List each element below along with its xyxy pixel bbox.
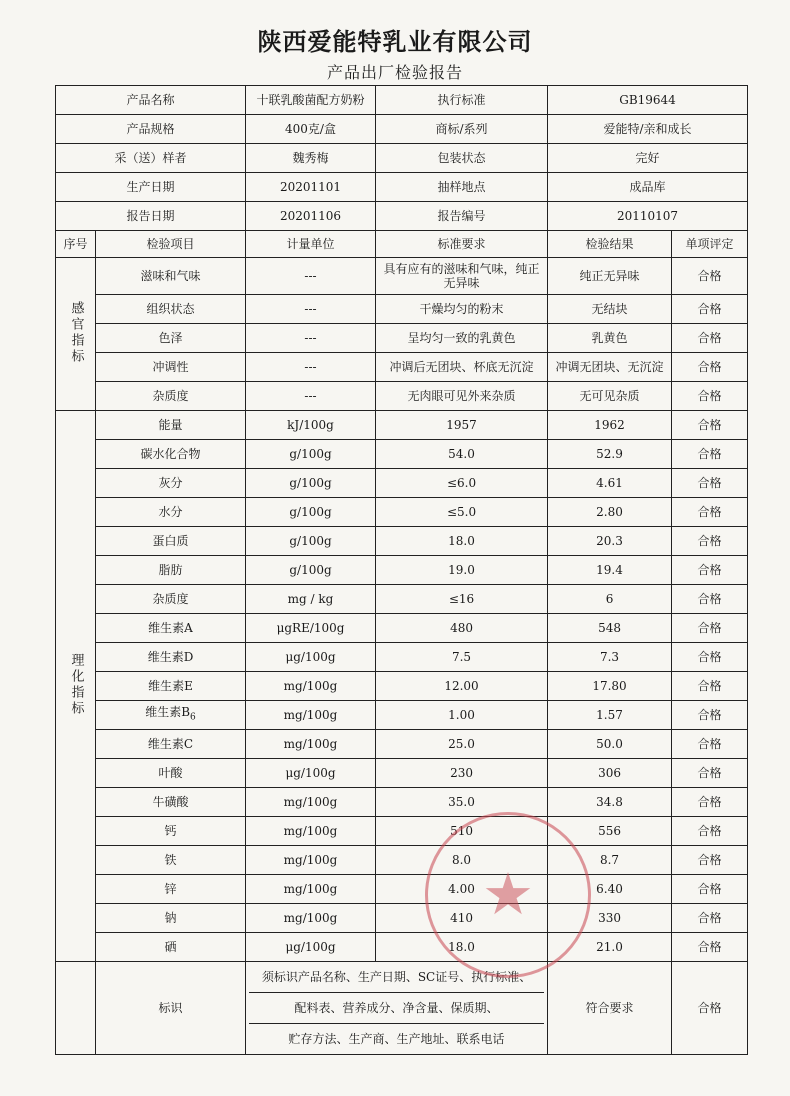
test-item: [96, 730, 246, 759]
test-item: 杂质度: [96, 382, 246, 411]
marking-seq-blank: [56, 962, 96, 1055]
unit: mg/100g: [246, 904, 376, 933]
result: 8.7: [548, 846, 672, 875]
header-value: 20110107: [548, 202, 748, 231]
physchem-group: [56, 411, 96, 962]
requirement: 12.00: [376, 672, 548, 701]
header-label: 产品名称: [56, 86, 246, 115]
sensory-group: [56, 258, 96, 411]
physchem-row: [56, 527, 748, 556]
verdict: 合格: [672, 730, 748, 759]
unit: kJ/100g: [246, 411, 376, 440]
result: 548: [548, 614, 672, 643]
physchem-row: [56, 440, 748, 469]
sensory-row: [56, 353, 748, 382]
test-item-label: 铁: [164, 853, 177, 867]
sensory-row: [56, 258, 748, 295]
result: 17.80: [548, 672, 672, 701]
test-item: [96, 440, 246, 469]
unit: ---: [246, 324, 376, 353]
physchem-row: [56, 817, 748, 846]
physchem-row: [56, 585, 748, 614]
test-item: 标识: [96, 962, 246, 1055]
verdict: 合格: [672, 556, 748, 585]
result: 330: [548, 904, 672, 933]
verdict: 合格: [672, 440, 748, 469]
unit: g/100g: [246, 527, 376, 556]
sensory-row: [56, 295, 748, 324]
header-row: [56, 144, 748, 173]
physchem-row: [56, 730, 748, 759]
unit: mg/100g: [246, 817, 376, 846]
verdict: 合格: [672, 324, 748, 353]
result: 无结块: [548, 295, 672, 324]
result: 4.61: [548, 469, 672, 498]
physchem-group-label: 理化指标: [68, 652, 84, 717]
result: 乳黄色: [548, 324, 672, 353]
header-label: 商标/系列: [376, 115, 548, 144]
result: 1.57: [548, 701, 672, 730]
test-item-label: 叶酸: [158, 766, 183, 780]
test-item: [96, 875, 246, 904]
requirement: 8.0: [376, 846, 548, 875]
verdict: 合格: [672, 759, 748, 788]
verdict: 合格: [672, 904, 748, 933]
test-item-label: 维生素D: [147, 650, 194, 664]
requirement: 18.0: [376, 933, 548, 962]
report-subtitle: 产品出厂检验报告: [326, 63, 463, 82]
result: 符合要求: [548, 962, 672, 1055]
unit: mg/100g: [246, 875, 376, 904]
unit: μg/100g: [246, 643, 376, 672]
requirement: 7.5: [376, 643, 548, 672]
physchem-row: [56, 701, 748, 730]
test-item-label: 灰分: [158, 476, 183, 490]
header-row: [56, 86, 748, 115]
verdict: 合格: [672, 295, 748, 324]
header-value: 魏秀梅: [246, 144, 376, 173]
test-item: 滋味和气味: [96, 258, 246, 295]
test-item-label: 碳水化合物: [140, 447, 201, 461]
header-label: 包装状态: [376, 144, 548, 173]
header-value: 完好: [548, 144, 748, 173]
requirement: ≤6.0: [376, 469, 548, 498]
requirement: 1957: [376, 411, 548, 440]
requirement: ≤16: [376, 585, 548, 614]
header-label: 生产日期: [56, 173, 246, 202]
marking-requirement: [246, 962, 548, 1055]
header-value: 400克/盒: [246, 115, 376, 144]
physchem-row: [56, 498, 748, 527]
result: 34.8: [548, 788, 672, 817]
test-item: [96, 527, 246, 556]
test-item: 色泽: [96, 324, 246, 353]
physchem-row: [56, 904, 748, 933]
sensory-row: [56, 324, 748, 353]
test-item: [96, 643, 246, 672]
test-item: 冲调性: [96, 353, 246, 382]
physchem-row: [56, 788, 748, 817]
result: 1962: [548, 411, 672, 440]
verdict: 合格: [672, 469, 748, 498]
column-header-requirement: 标准要求: [376, 231, 548, 258]
column-header-item: 检验项目: [96, 231, 246, 258]
physchem-row: [56, 759, 748, 788]
physchem-row: [56, 469, 748, 498]
verdict: 合格: [672, 411, 748, 440]
marking-requirement-line: 贮存方法、生产商、生产地址、联系电话: [288, 1032, 505, 1046]
unit: mg/100g: [246, 701, 376, 730]
header-label: 采（送）样者: [56, 144, 246, 173]
test-item: [96, 788, 246, 817]
header-label: 产品规格: [56, 115, 246, 144]
test-item: [96, 585, 246, 614]
result: 50.0: [548, 730, 672, 759]
test-item: [96, 933, 246, 962]
result: 20.3: [548, 527, 672, 556]
verdict: 合格: [672, 701, 748, 730]
test-item-label: 维生素C: [147, 737, 194, 751]
verdict: 合格: [672, 962, 748, 1055]
test-item: [96, 672, 246, 701]
test-item: [96, 411, 246, 440]
result: 冲调无团块、无沉淀: [548, 353, 672, 382]
column-header-verdict: 单项评定: [672, 231, 748, 258]
test-item-label: 牛磺酸: [152, 795, 189, 809]
test-item-label: 杂质度: [152, 592, 189, 606]
verdict: 合格: [672, 614, 748, 643]
physchem-row: [56, 846, 748, 875]
result: 纯正无异味: [548, 258, 672, 295]
requirement: 510: [376, 817, 548, 846]
requirement: ≤5.0: [376, 498, 548, 527]
verdict: 合格: [672, 382, 748, 411]
verdict: 合格: [672, 817, 748, 846]
unit: ---: [246, 295, 376, 324]
verdict: 合格: [672, 933, 748, 962]
requirement: 干燥均匀的粉末: [376, 295, 548, 324]
test-item: [96, 614, 246, 643]
unit: g/100g: [246, 556, 376, 585]
verdict: 合格: [672, 643, 748, 672]
inspection-table: [55, 85, 748, 1055]
result: 556: [548, 817, 672, 846]
physchem-row: [56, 411, 748, 440]
verdict: 合格: [672, 875, 748, 904]
test-item: [96, 498, 246, 527]
test-item: [96, 846, 246, 875]
header-row: [56, 173, 748, 202]
test-item-label: 钙: [164, 824, 177, 838]
column-header-unit: 计量单位: [246, 231, 376, 258]
physchem-row: [56, 672, 748, 701]
unit: mg / kg: [246, 585, 376, 614]
verdict: 合格: [672, 846, 748, 875]
verdict: 合格: [672, 585, 748, 614]
header-row: [56, 115, 748, 144]
test-item-label: 维生素A: [148, 621, 193, 635]
header-value: GB19644: [548, 86, 748, 115]
requirement: 35.0: [376, 788, 548, 817]
verdict: 合格: [672, 353, 748, 382]
header-label: 报告编号: [376, 202, 548, 231]
column-header-seq: 序号: [56, 231, 96, 258]
requirement: 18.0: [376, 527, 548, 556]
test-item: [96, 469, 246, 498]
header-value: 成品库: [548, 173, 748, 202]
requirement: 19.0: [376, 556, 548, 585]
header-value: 20201101: [246, 173, 376, 202]
sensory-group-label: 感官指标: [68, 300, 84, 365]
requirement: 410: [376, 904, 548, 933]
seal-star-icon: ★: [482, 860, 534, 928]
header-row: [56, 202, 748, 231]
test-item: [96, 817, 246, 846]
verdict: 合格: [672, 258, 748, 295]
test-item-label: 硒: [164, 940, 177, 954]
requirement: 冲调后无团块、杯底无沉淀: [376, 353, 548, 382]
requirement: 具有应有的滋味和气味，纯正无异味: [376, 258, 548, 295]
test-item-label: 蛋白质: [152, 534, 189, 548]
test-item: [96, 556, 246, 585]
requirement: 1.00: [376, 701, 548, 730]
result: 306: [548, 759, 672, 788]
result: 21.0: [548, 933, 672, 962]
requirement: 无肉眼可见外来杂质: [376, 382, 548, 411]
physchem-row: [56, 875, 748, 904]
column-header-row: [56, 231, 748, 258]
result: 2.80: [548, 498, 672, 527]
requirement: 4.00: [376, 875, 548, 904]
physchem-row: [56, 556, 748, 585]
unit: mg/100g: [246, 846, 376, 875]
test-item-label: 钠: [164, 911, 177, 925]
unit: mg/100g: [246, 730, 376, 759]
sensory-row: [56, 382, 748, 411]
physchem-row: [56, 614, 748, 643]
unit: μg/100g: [246, 759, 376, 788]
test-item: [96, 904, 246, 933]
header-label: 报告日期: [56, 202, 246, 231]
physchem-row: [56, 643, 748, 672]
test-item: [96, 759, 246, 788]
result: 7.3: [548, 643, 672, 672]
test-item: 组织状态: [96, 295, 246, 324]
column-header-result: 检验结果: [548, 231, 672, 258]
unit: ---: [246, 382, 376, 411]
marking-row: [56, 962, 748, 1055]
test-item-subscript: 6: [190, 712, 196, 723]
unit: mg/100g: [246, 672, 376, 701]
unit: g/100g: [246, 440, 376, 469]
unit: g/100g: [246, 469, 376, 498]
header-value: 爱能特/亲和成长: [548, 115, 748, 144]
test-item-label: 能量: [158, 418, 183, 432]
result: 无可见杂质: [548, 382, 672, 411]
verdict: 合格: [672, 527, 748, 556]
unit: μgRE/100g: [246, 614, 376, 643]
verdict: 合格: [672, 498, 748, 527]
test-item-label: 水分: [158, 505, 183, 519]
company-title: 陕西爱能特乳业有限公司: [257, 28, 533, 56]
unit: g/100g: [246, 498, 376, 527]
unit: mg/100g: [246, 788, 376, 817]
test-item-label: 锌: [164, 882, 177, 896]
header-label: 执行标准: [376, 86, 548, 115]
test-item-label: 脂肪: [158, 563, 183, 577]
verdict: 合格: [672, 788, 748, 817]
unit: ---: [246, 258, 376, 295]
header-label: 抽样地点: [376, 173, 548, 202]
result: 6: [548, 585, 672, 614]
marking-requirement-line: 配料表、营养成分、净含量、保质期、: [249, 993, 544, 1024]
result: 6.40: [548, 875, 672, 904]
result: 52.9: [548, 440, 672, 469]
header-value: 十联乳酸菌配方奶粉: [246, 86, 376, 115]
verdict: 合格: [672, 672, 748, 701]
result: 19.4: [548, 556, 672, 585]
requirement: 25.0: [376, 730, 548, 759]
test-item: [96, 701, 246, 730]
unit: μg/100g: [246, 933, 376, 962]
requirement: 230: [376, 759, 548, 788]
requirement: 480: [376, 614, 548, 643]
test-item-label: 维生素E: [148, 679, 193, 693]
header-value: 20201106: [246, 202, 376, 231]
requirement: 54.0: [376, 440, 548, 469]
requirement: 呈均匀一致的乳黄色: [376, 324, 548, 353]
marking-requirement-line: 须标识产品名称、生产日期、SC证号、执行标准、: [249, 962, 544, 993]
unit: ---: [246, 353, 376, 382]
test-item-label: 维生素B: [145, 705, 191, 720]
physchem-row: [56, 933, 748, 962]
